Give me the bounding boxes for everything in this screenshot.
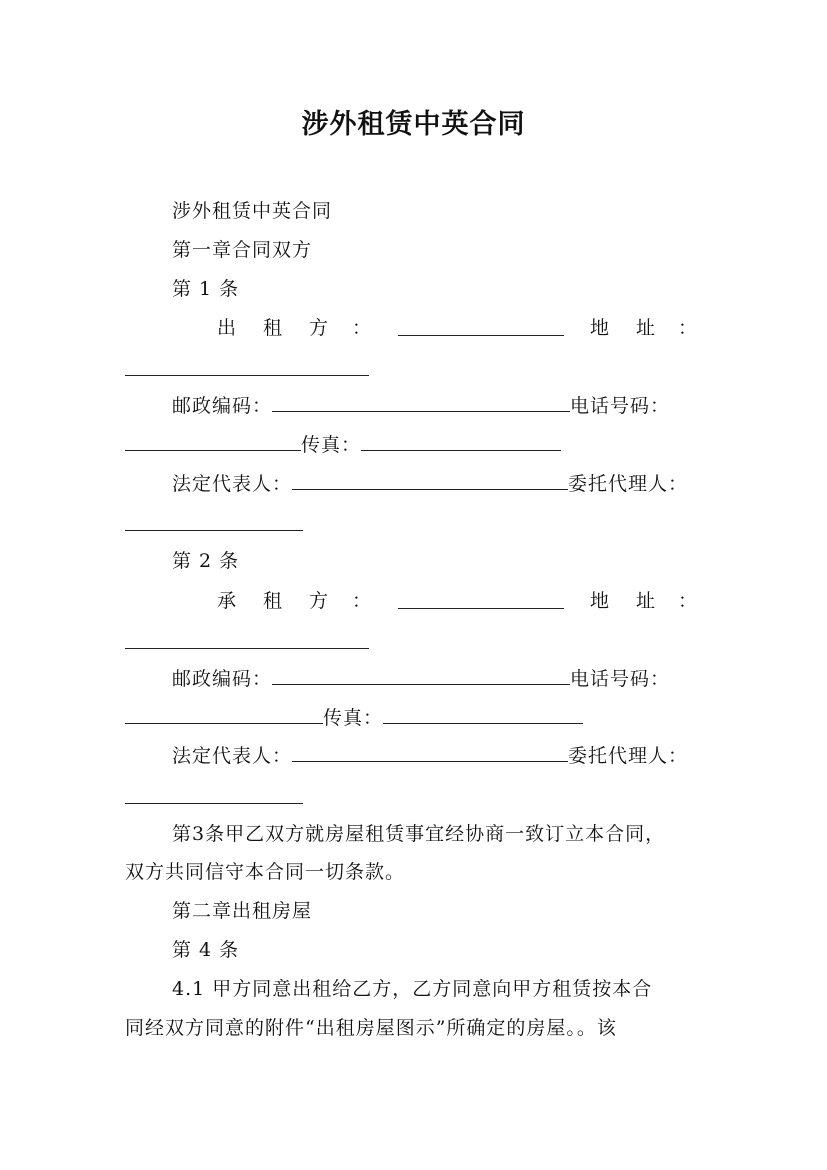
lessee-address-blank bbox=[125, 630, 369, 649]
lessee-address-char-2: 址 bbox=[636, 590, 656, 612]
lessee-char-2: 租 bbox=[263, 590, 283, 612]
postal-label: 邮政编码： bbox=[172, 668, 273, 690]
article-4-heading: 第 4 条 bbox=[172, 939, 240, 961]
lessee-legal-rep-row bbox=[172, 743, 688, 769]
fax-blank bbox=[383, 705, 583, 724]
lessee-address-colon: ： bbox=[678, 590, 698, 612]
lessee-postal-row bbox=[172, 666, 670, 692]
agent-label: 委托代理人： bbox=[568, 745, 689, 767]
lessor-name-blank bbox=[398, 317, 564, 336]
chapter-1-heading: 第一章合同双方 bbox=[172, 239, 313, 261]
lessee-address-char-1: 地 bbox=[590, 590, 610, 612]
lessor-phone-fax-row bbox=[125, 432, 561, 458]
phone-blank bbox=[125, 705, 323, 724]
legal-rep-label: 法定代表人： bbox=[172, 745, 293, 767]
chapter-2-heading: 第二章出租房屋 bbox=[172, 900, 313, 922]
article-3-line-1: 第3条甲乙双方就房屋租赁事宜经协商一致订立本合同， bbox=[172, 823, 666, 845]
lessee-name-blank bbox=[398, 590, 564, 609]
legal-rep-blank bbox=[292, 471, 568, 490]
article-3-line-2: 双方共同信守本合同一切条款。 bbox=[125, 861, 406, 883]
lessor-colon: ： bbox=[352, 317, 372, 339]
lessor-legal-rep-row bbox=[172, 471, 688, 497]
postal-blank bbox=[272, 393, 570, 412]
lessor-postal-row bbox=[172, 393, 670, 419]
document-title: 涉外租赁中英合同 bbox=[301, 109, 526, 140]
fax-label: 传真： bbox=[301, 434, 362, 456]
lessor-address-colon: ： bbox=[678, 317, 698, 339]
phone-label: 电话号码： bbox=[570, 668, 671, 690]
fax-blank bbox=[361, 432, 561, 451]
lessee-colon: ： bbox=[352, 590, 372, 612]
legal-rep-blank bbox=[292, 743, 568, 762]
clause-4-1-line-1: 4.1 甲方同意出租给乙方，乙方同意向甲方租赁按本合 bbox=[172, 978, 653, 1000]
lessee-agent-blank bbox=[125, 785, 303, 804]
postal-label: 邮政编码： bbox=[172, 395, 273, 417]
phone-label: 电话号码： bbox=[570, 395, 671, 417]
clause-4-1-line-2: 同经双方同意的附件“出租房屋图示”所确定的房屋。。该 bbox=[125, 1017, 617, 1039]
lessor-address-blank bbox=[125, 357, 369, 376]
fax-label: 传真： bbox=[323, 707, 384, 729]
lessor-char-2: 租 bbox=[263, 317, 283, 339]
agent-label: 委托代理人： bbox=[568, 473, 689, 495]
lessor-agent-blank bbox=[125, 512, 303, 531]
article-2-heading: 第 2 条 bbox=[172, 550, 240, 572]
subtitle: 涉外租赁中英合同 bbox=[172, 200, 333, 222]
lessee-char-3: 方 bbox=[309, 590, 329, 612]
lessor-char-1: 出 bbox=[217, 317, 237, 339]
lessee-phone-fax-row bbox=[125, 705, 583, 731]
legal-rep-label: 法定代表人： bbox=[172, 473, 293, 495]
lessee-char-1: 承 bbox=[217, 590, 237, 612]
postal-blank bbox=[272, 666, 570, 685]
lessor-address-char-2: 址 bbox=[636, 317, 656, 339]
lessor-address-char-1: 地 bbox=[590, 317, 610, 339]
phone-blank bbox=[125, 432, 301, 451]
article-1-heading: 第 1 条 bbox=[172, 278, 240, 300]
lessor-char-3: 方 bbox=[309, 317, 329, 339]
